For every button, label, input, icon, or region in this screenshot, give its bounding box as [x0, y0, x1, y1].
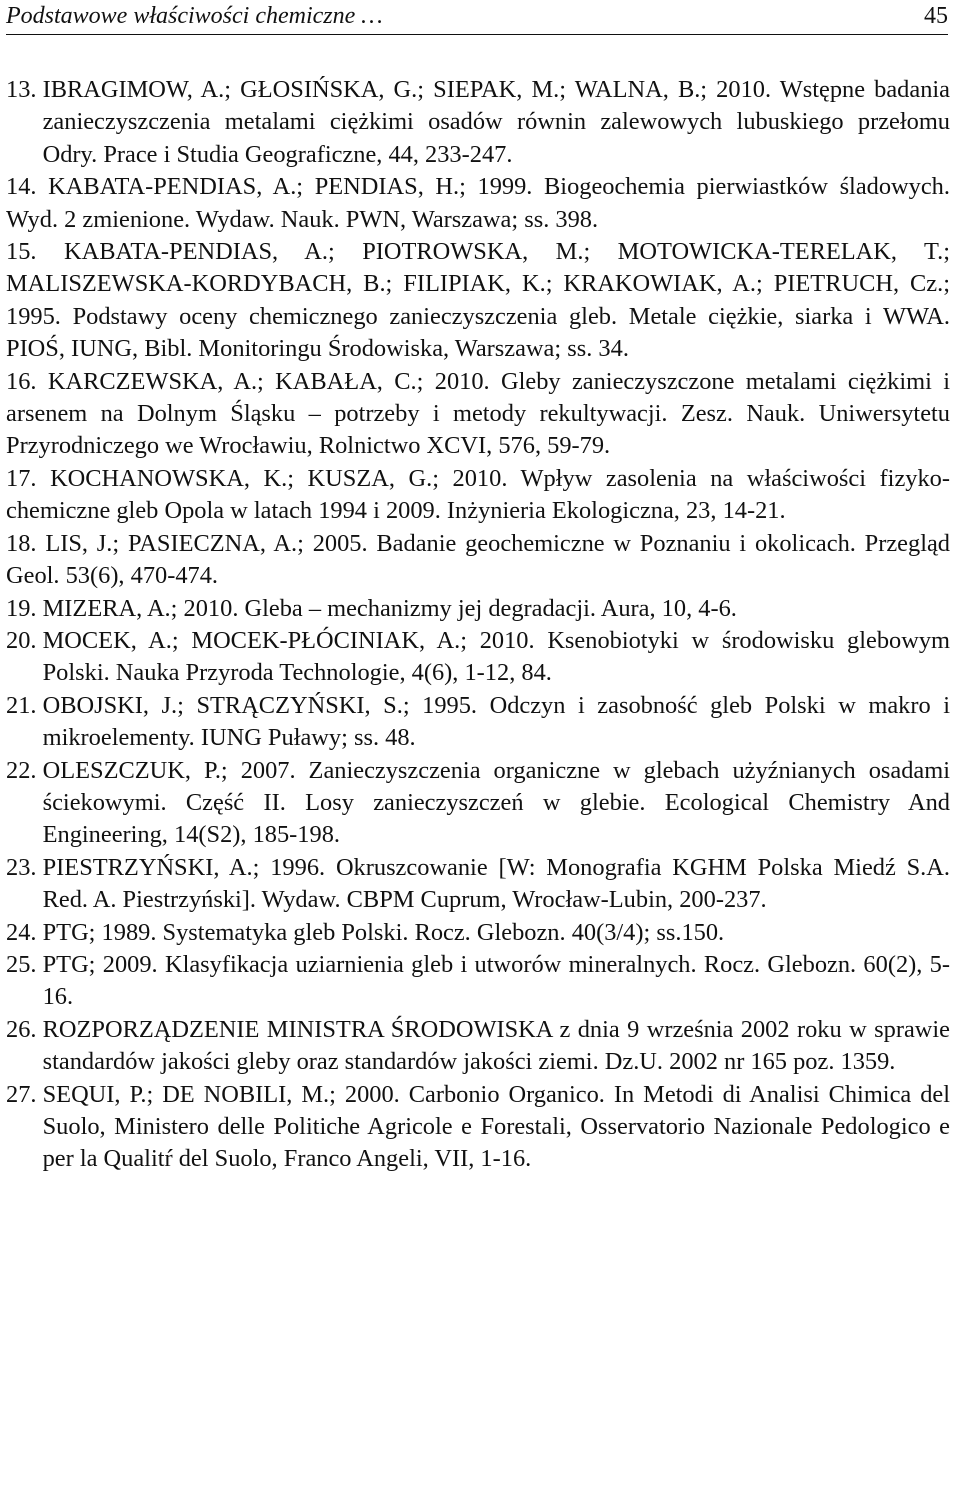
- reference-text: OLESZCZUK, P.; 2007. Zanieczyszczenia organiczne w glebach użyźnianych osadami ściekowymi. Część II. Losy zanieczyszczeń w glebie. Ecological Chemistry And Engineering, 14(S2), 185-198.: [42, 756, 950, 849]
- reference-item: [6, 74, 950, 171]
- reference-item: [6, 949, 950, 1014]
- reference-item: [6, 755, 950, 852]
- reference-number: 23.: [6, 853, 37, 881]
- reference-item: [6, 236, 950, 366]
- reference-item: [6, 852, 950, 917]
- reference-item: [6, 917, 950, 949]
- reference-number: 19.: [6, 594, 37, 622]
- reference-item: [6, 463, 950, 528]
- reference-item: [6, 1014, 950, 1079]
- reference-text: LIS, J.; PASIECZNA, A.; 2005. Badanie geochemiczne w Poznaniu i okolicach. Przegląd Geol. 53(6), 470-474.: [6, 529, 950, 590]
- reference-text: PTG; 2009. Klasyfikacja uziarnienia gleb i utworów mineralnych. Rocz. Glebozn. 60(2), 5-16.: [42, 950, 950, 1011]
- reference-number: 25.: [6, 950, 37, 978]
- reference-number: 22.: [6, 756, 37, 784]
- reference-number: 27.: [6, 1080, 37, 1108]
- reference-number: 18.: [6, 529, 37, 557]
- reference-item: [6, 366, 950, 463]
- page-number: 45: [924, 3, 948, 29]
- reference-item: [6, 528, 950, 593]
- reference-text: IBRAGIMOW, A.; GŁOSIŃSKA, G.; SIEPAK, M.; WALNA, B.; 2010. Wstępne badania zanieczyszczenia metalami ciężkimi osadów równin zalewowych lubuskiego przełomu Odry. Prace i Studia Geograficzne, 44, 233-247.: [42, 76, 950, 168]
- reference-number: 15.: [6, 238, 37, 266]
- reference-item: [6, 171, 950, 236]
- reference-number: 21.: [6, 691, 37, 719]
- reference-number: 17.: [6, 464, 37, 492]
- reference-text: ROZPORZĄDZENIE MINISTRA ŚRODOWISKA z dnia 9 września 2002 roku w sprawie standardów jakości gleby oraz standardów jakości ziemi. Dz.U. 2002 nr 165 poz. 1359.: [42, 1015, 950, 1076]
- reference-text: KARCZEWSKA, A.; KABAŁA, C.; 2010. Gleby zanieczyszczone metalami ciężkimi i arsenem na Dolnym Śląsku – potrzeby i metody rekultywacji. Zesz. Nauk. Uniwersytetu Przyrodniczego we Wrocławiu, Rolnictwo XCVI, 576, 59-79.: [6, 367, 950, 460]
- reference-item: [6, 1079, 950, 1176]
- reference-number: 14.: [6, 173, 37, 201]
- reference-number: 13.: [6, 76, 37, 103]
- reference-text: SEQUI, P.; DE NOBILI, M.; 2000. Carbonio Organico. In Metodi di Analisi Chimica del Suolo, Ministero delle Politiche Agricole e Forestali, Osservatorio Nazionale Pedologico e per la Qualitŕ del Suolo, Franco Angeli, VII, 1-16.: [42, 1080, 950, 1173]
- reference-list: [6, 74, 950, 1176]
- reference-text: MOCEK, A.; MOCEK-PŁÓCINIAK, A.; 2010. Ksenobiotyki w środowisku glebowym Polski. Nauka Przyroda Technologie, 4(6), 1-12, 84.: [42, 626, 950, 687]
- running-header: [6, 0, 948, 35]
- reference-text: PTG; 1989. Systematyka gleb Polski. Rocz. Glebozn. 40(3/4); ss.150.: [42, 918, 725, 946]
- reference-number: 24.: [6, 918, 37, 946]
- reference-text: KABATA-PENDIAS, A.; PENDIAS, H.; 1999. Biogeochemia pierwiastków śladowych. Wyd. 2 zmienione. Wydaw. Nauk. PWN, Warszawa; ss. 398.: [6, 173, 950, 233]
- reference-text: KABATA-PENDIAS, A.; PIOTROWSKA, M.; MOTOWICKA-TERELAK, T.; MALISZEWSKA-KORDYBACH, B.; FILIPIAK, K.; KRAKOWIAK, A.; PIETRUCH, Cz.; 1995. Podstawy oceny chemicznego zanieczyszczenia gleb. Metale ciężkie, siarka i WWA. PIOŚ, IUNG, Bibl. Monitoringu Środowiska, Warszawa; ss. 34.: [6, 238, 950, 363]
- reference-number: 20.: [6, 626, 37, 654]
- header-title: Podstawowe właściwości chemiczne …: [6, 3, 383, 29]
- reference-text: PIESTRZYŃSKI, A.; 1996. Okruszcowanie [W: Monografia KGHM Polska Miedź S.A. Red. A. Piestrzyński]. Wydaw. CBPM Cuprum, Wrocław-Lubin, 200-237.: [42, 853, 950, 914]
- reference-number: 16.: [6, 367, 37, 395]
- reference-item: [6, 625, 950, 690]
- reference-text: MIZERA, A.; 2010. Gleba – mechanizmy jej degradacji. Aura, 10, 4-6.: [42, 594, 737, 622]
- reference-text: KOCHANOWSKA, K.; KUSZA, G.; 2010. Wpływ zasolenia na właściwości fizyko-chemiczne gleb Opola w latach 1994 i 2009. Inżynieria Ekologiczna, 23, 14-21.: [6, 464, 950, 525]
- reference-item: [6, 690, 950, 755]
- reference-item: [6, 593, 950, 625]
- reference-text: OBOJSKI, J.; STRĄCZYŃSKI, S.; 1995. Odczyn i zasobność gleb Polski w makro i mikroelementy. IUNG Puławy; ss. 48.: [42, 691, 950, 752]
- reference-number: 26.: [6, 1015, 37, 1043]
